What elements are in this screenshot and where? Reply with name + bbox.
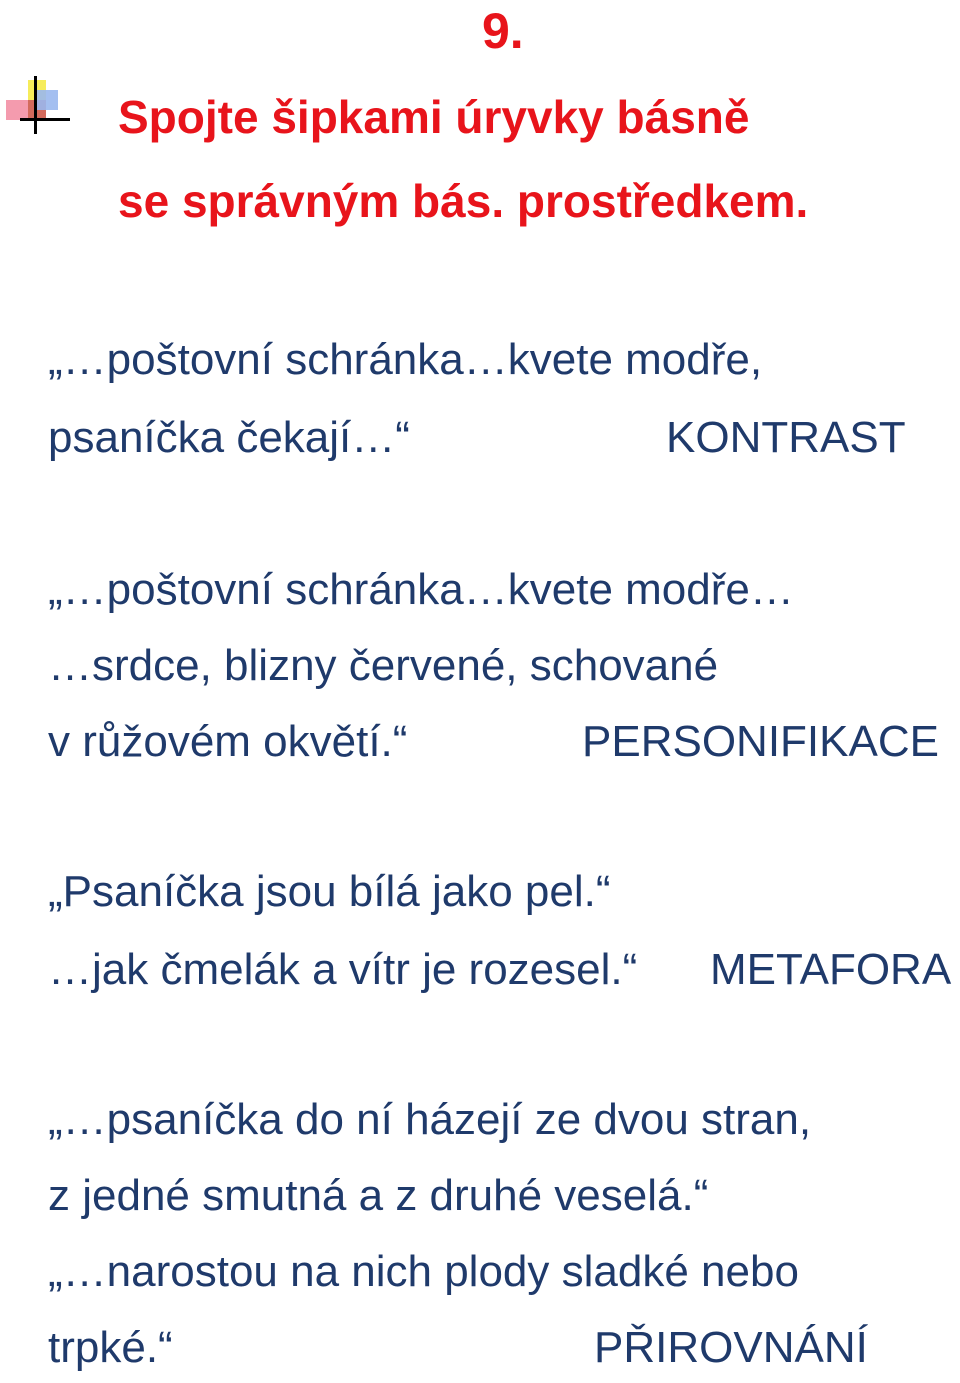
device-label-metafora: METAFORA [710, 945, 952, 994]
excerpt-1-line-1: „…poštovní schránka…kvete modře, [48, 335, 763, 384]
excerpt-4-line-3: „…narostou na nich plody sladké nebo [48, 1247, 799, 1296]
device-label-personifikace: PERSONIFIKACE [582, 717, 939, 766]
device-label-prirovnani: PŘIROVNÁNÍ [594, 1323, 868, 1372]
excerpt-2-line-3: v růžovém okvětí.“ [48, 717, 408, 766]
page-number: 9. [482, 3, 524, 59]
excerpt-3-line-2: …jak čmelák a vítr je rozesel.“ [48, 945, 638, 994]
excerpt-4-line-2: z jedné smutná a z druhé veselá.“ [48, 1171, 709, 1220]
heading-line-2: se správným bás. prostředkem. [118, 175, 809, 227]
excerpt-3-line-1: „Psaníčka jsou bílá jako pel.“ [48, 867, 611, 916]
excerpt-4-line-1: „…psaníčka do ní házejí ze dvou stran, [48, 1095, 812, 1144]
device-label-kontrast: KONTRAST [666, 413, 906, 462]
excerpt-4-line-4: trpké.“ [48, 1323, 173, 1372]
excerpt-1-line-2: psaníčka čekají…“ [48, 413, 410, 462]
heading-line-1: Spojte šipkami úryvky básně [118, 91, 750, 143]
excerpt-2-line-2: …srdce, blizny červené, schované [48, 641, 719, 690]
excerpt-2-line-1: „…poštovní schránka…kvete modře… [48, 565, 794, 614]
crosshair-bullet-icon [6, 76, 70, 138]
